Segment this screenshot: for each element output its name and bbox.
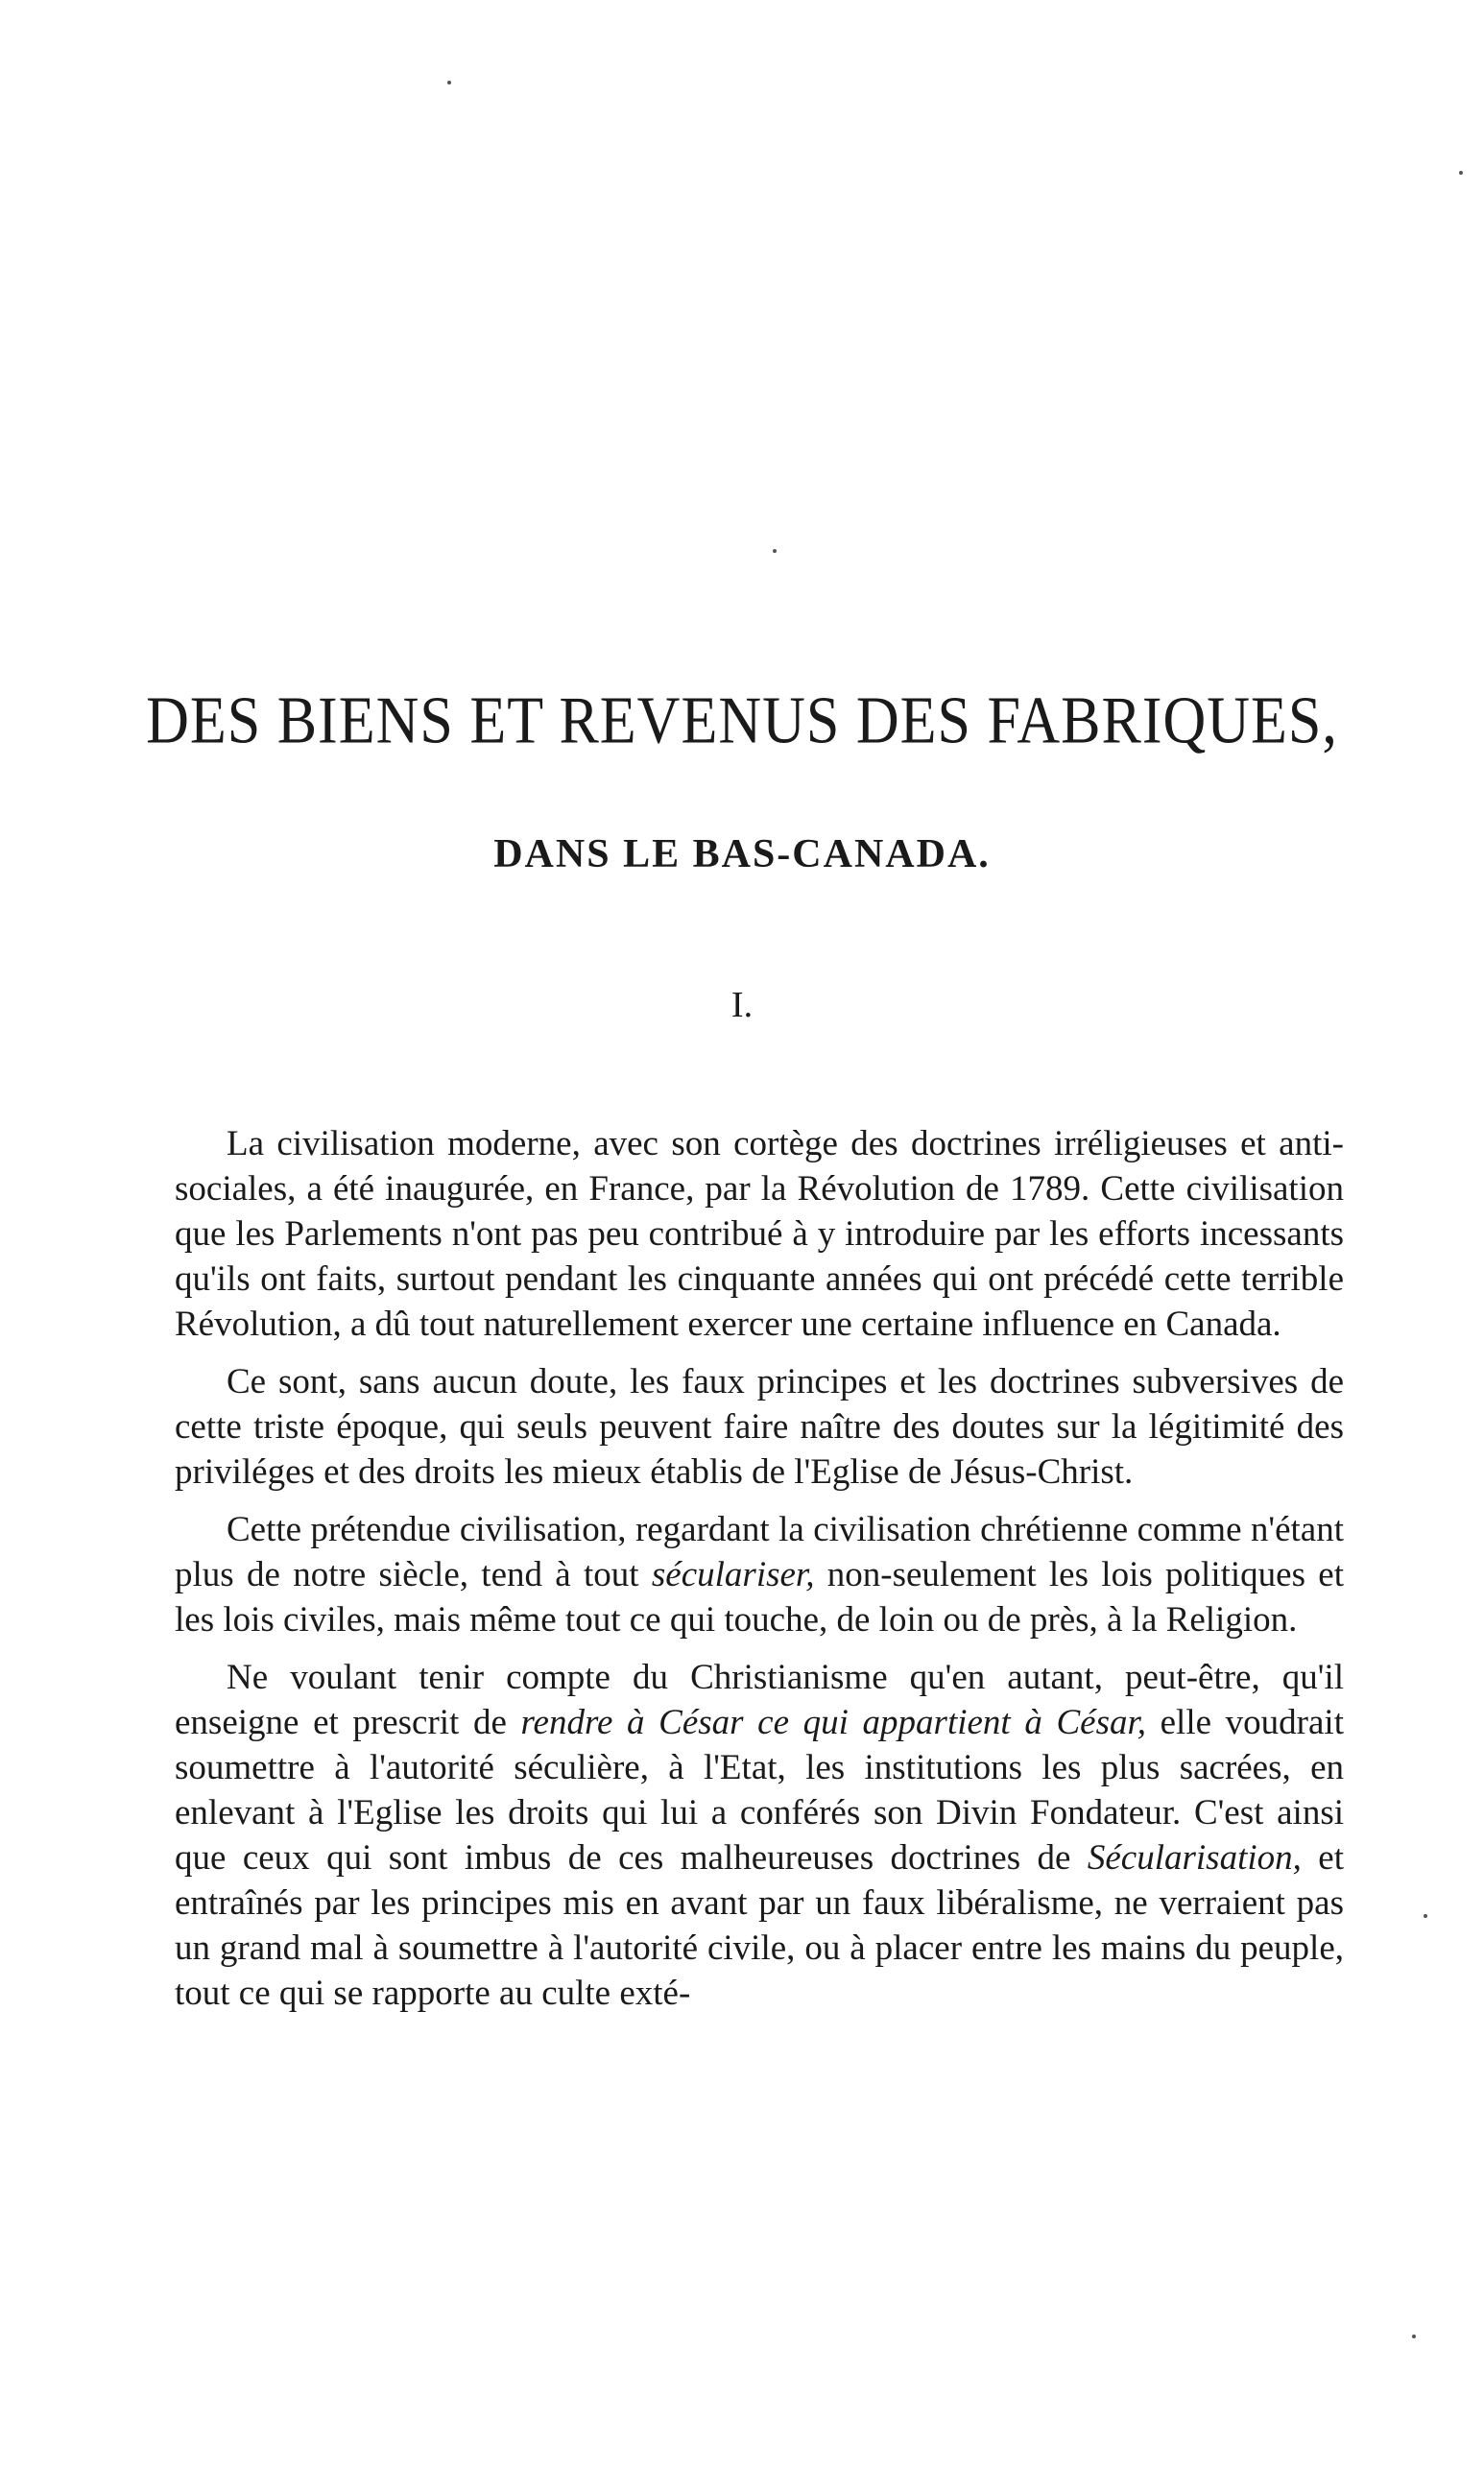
scan-speck — [1424, 1914, 1427, 1918]
text-segment: Ne voulant tenir compte du Christianisme qu'en autant, peut-être, qu'il enseigne et prescrit de — [175, 1658, 1344, 1742]
page-subtitle: DANS LE BAS-CANADA. — [493, 832, 991, 876]
italic-term: séculariser, — [651, 1555, 815, 1594]
paragraph — [175, 1359, 1344, 1495]
text-segment: elle voudrait soumettre à l'autorité séculière, à l'Etat, les institutions les plus sacrées, en enlevant à l'Eglise les droits qui lui a conférés son Divin Fondateur. C'est ainsi que ceux qui sont imbus de ces malheureuses doctrines de — [175, 1703, 1344, 1878]
scan-speck — [1412, 2335, 1416, 2338]
page-title: DES BIENS ET REVENUS DES FABRIQUES, — [146, 683, 1338, 758]
italic-term: Sécularisation, — [1087, 1838, 1302, 1878]
text-segment: Cette prétendue civilisation, regardant la civilisation chrétienne comme n'étant plus de notre siècle, tend à tout — [175, 1510, 1344, 1594]
paragraph — [175, 1507, 1344, 1642]
body-text — [175, 1121, 1344, 2028]
text-segment: non-seulement les lois politiques et les lois civiles, mais même tout ce qui touche, de loin ou de près, à la Religion. — [175, 1555, 1344, 1640]
paragraph — [175, 1655, 1344, 2016]
paragraph — [175, 1121, 1344, 1347]
scan-speck — [447, 81, 451, 84]
text-segment: La civilisation moderne, avec son cortège des doctrines irréligieuses et anti-sociales, a été inaugurée, en France, par la Révolution de 1789. Cette civilisation que les Parlements n'ont pas peu contribué à y introduire par les efforts incessants qu'ils ont faits, surtout pendant les cinquante années qui ont précédé cette terrible Révolution, a dû tout naturellement exercer une certaine influence en Canada. — [175, 1124, 1344, 1344]
italic-quote: rendre à César ce qui appartient à César, — [520, 1703, 1147, 1742]
scan-speck — [773, 549, 777, 553]
scan-speck — [1459, 171, 1463, 175]
text-segment: Ce sont, sans aucun doute, les faux principes et les doctrines subversives de cette triste époque, qui seuls peuvent faire naître des doutes sur la légitimité des priviléges et des droits les mieux établis de l'Eglise de Jésus-Christ. — [175, 1362, 1344, 1492]
text-segment: et entraînés par les principes mis en avant par un faux libéralisme, ne verraient pas un grand mal à soumettre à l'autorité civile, ou à placer entre les mains du peuple, tout ce qui se rapporte au culte exté- — [175, 1838, 1345, 2013]
section-number: I. — [730, 985, 754, 1025]
